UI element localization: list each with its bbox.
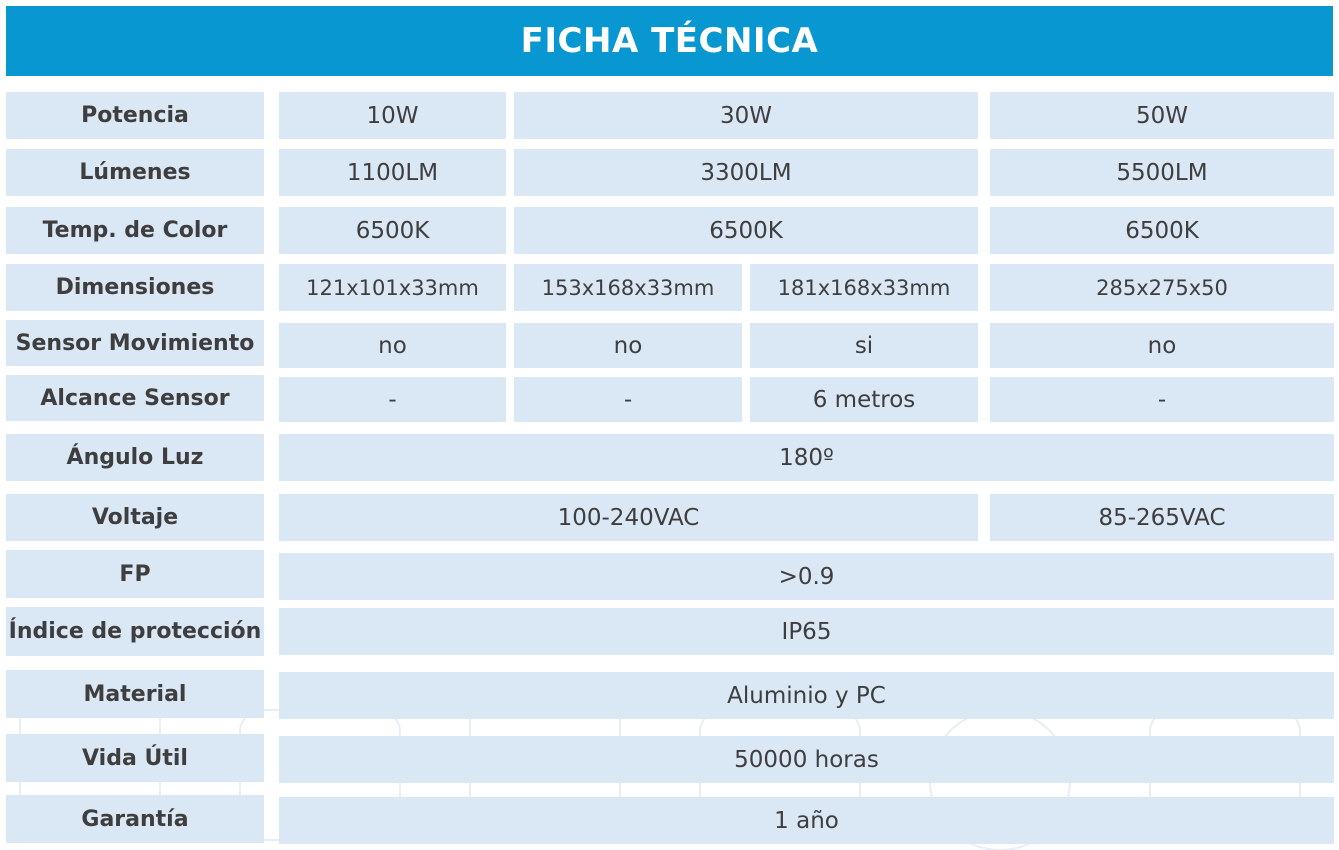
cell-garantia-all bbox=[279, 797, 1334, 844]
row-label-alcance bbox=[6, 375, 264, 421]
value-text: 121x101x33mm bbox=[306, 275, 479, 300]
value-text: 180º bbox=[779, 444, 834, 471]
row-label-garantia bbox=[6, 795, 264, 843]
cell-temp-30w bbox=[514, 207, 978, 254]
value-text: 6 metros bbox=[812, 386, 916, 413]
label-text: Garantía bbox=[81, 806, 189, 832]
value-text: 85-265VAC bbox=[1098, 504, 1226, 531]
cell-dimensiones-10w bbox=[279, 264, 506, 311]
row-label-temp-color bbox=[6, 207, 264, 254]
value-text: IP65 bbox=[781, 618, 832, 645]
cell-sensor-50w bbox=[990, 323, 1334, 368]
row-label-sensor bbox=[6, 320, 264, 366]
value-text: 3300LM bbox=[700, 159, 792, 186]
value-text: si bbox=[854, 332, 874, 359]
value-text: Aluminio y PC bbox=[727, 682, 886, 709]
label-text: Material bbox=[83, 681, 187, 707]
label-text: Voltaje bbox=[91, 505, 179, 530]
value-text: - bbox=[623, 386, 633, 413]
cell-potencia-50w bbox=[990, 92, 1334, 139]
cell-voltaje-50w bbox=[990, 494, 1334, 541]
value-text: 30W bbox=[719, 102, 772, 129]
row-label-voltaje bbox=[6, 494, 264, 541]
value-text: 1 año bbox=[774, 807, 839, 834]
label-text: Potencia bbox=[81, 103, 189, 128]
label-text: Vida Útil bbox=[82, 745, 188, 771]
value-text: 50W bbox=[1135, 102, 1188, 129]
row-label-dimensiones bbox=[6, 264, 264, 311]
title-banner bbox=[6, 6, 1333, 76]
label-text: Sensor Movimiento bbox=[15, 330, 255, 356]
page-title: FICHA TÉCNICA bbox=[520, 21, 819, 61]
label-text: FP bbox=[119, 561, 151, 587]
cell-material-all bbox=[279, 672, 1334, 719]
value-text: 6500K bbox=[1125, 217, 1199, 244]
value-text: >0.9 bbox=[778, 563, 835, 590]
cell-alcance-30w-a bbox=[514, 377, 742, 422]
cell-angulo-all bbox=[279, 434, 1334, 481]
cell-alcance-30w-b bbox=[750, 377, 978, 422]
row-label-potencia bbox=[6, 92, 264, 139]
cell-potencia-30w bbox=[514, 92, 978, 139]
cell-temp-10w bbox=[279, 207, 506, 254]
value-text: 1100LM bbox=[346, 159, 439, 186]
row-label-vida bbox=[6, 734, 264, 782]
cell-lumenes-10w bbox=[279, 149, 506, 196]
value-text: 5500LM bbox=[1116, 159, 1208, 186]
cell-voltaje-10-30w bbox=[279, 494, 978, 541]
cell-indice-all bbox=[279, 608, 1334, 655]
cell-sensor-30w-a bbox=[514, 323, 742, 368]
value-text: 181x168x33mm bbox=[777, 275, 951, 300]
cell-potencia-10w bbox=[279, 92, 506, 139]
row-label-indice bbox=[6, 607, 264, 656]
value-text: 100-240VAC bbox=[557, 504, 700, 531]
value-text: 6500K bbox=[355, 217, 430, 244]
value-text: 153x168x33mm bbox=[541, 275, 715, 300]
label-text: Ángulo Luz bbox=[66, 445, 204, 470]
label-text: Dimensiones bbox=[55, 275, 215, 300]
cell-sensor-30w-b bbox=[750, 323, 978, 368]
value-text: 285x275x50 bbox=[1096, 275, 1228, 300]
cell-dimensiones-30w-a bbox=[514, 264, 742, 311]
value-text: 10W bbox=[366, 102, 419, 129]
cell-temp-50w bbox=[990, 207, 1334, 254]
value-text: 50000 horas bbox=[734, 746, 879, 773]
label-text: Alcance Sensor bbox=[40, 385, 230, 411]
value-text: 6500K bbox=[709, 217, 783, 244]
cell-fp-all bbox=[279, 553, 1334, 600]
cell-lumenes-50w bbox=[990, 149, 1334, 196]
value-text: no bbox=[613, 332, 643, 359]
cell-lumenes-30w bbox=[514, 149, 978, 196]
value-text: - bbox=[388, 386, 397, 413]
label-text: Índice de protección bbox=[8, 619, 262, 644]
label-text: Temp. de Color bbox=[42, 218, 228, 243]
row-label-material bbox=[6, 670, 264, 718]
label-text: Lúmenes bbox=[79, 160, 191, 185]
row-label-angulo bbox=[6, 434, 264, 481]
cell-alcance-50w bbox=[990, 377, 1334, 422]
row-label-fp bbox=[6, 550, 264, 598]
value-text: no bbox=[1147, 332, 1177, 359]
cell-dimensiones-30w-b bbox=[750, 264, 978, 311]
cell-vida-all bbox=[279, 736, 1334, 783]
row-label-lumenes bbox=[6, 149, 264, 196]
value-text: no bbox=[378, 332, 407, 359]
value-text: - bbox=[1157, 386, 1167, 413]
cell-dimensiones-50w bbox=[990, 264, 1334, 311]
cell-alcance-10w bbox=[279, 377, 506, 422]
cell-sensor-10w bbox=[279, 323, 506, 368]
